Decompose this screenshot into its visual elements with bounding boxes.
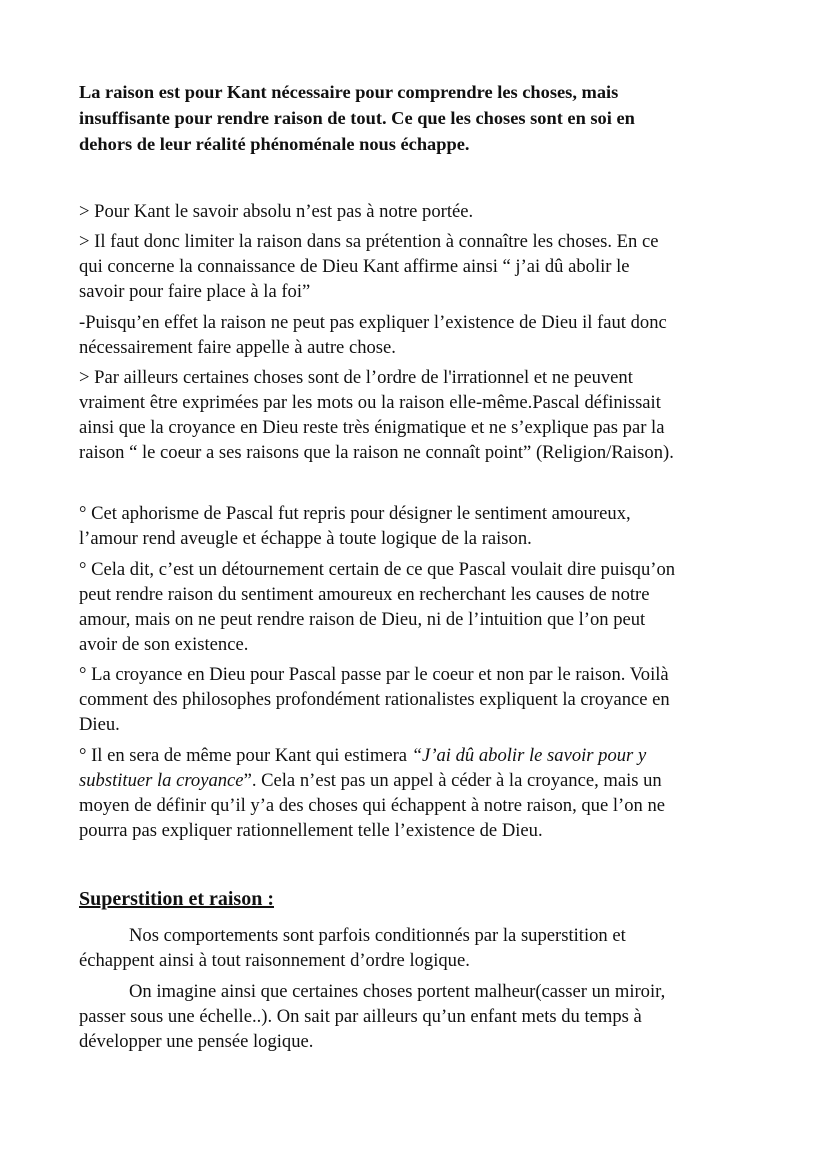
pascal-point-line: comment des philosophes profondément rationalistes expliquent la croyance en	[79, 689, 670, 710]
paragraph-line: passer sous une échelle..). On sait par ailleurs qu’un enfant mets du temps à	[79, 1006, 642, 1027]
paragraph-line: développer une pensée logique.	[79, 1031, 314, 1052]
pascal-point-line	[79, 744, 646, 768]
text-run: ”. Cela n’est pas un appel à céder à la croyance, mais un	[243, 770, 662, 791]
kant-point-line: -Puisqu’en effet la raison ne peut pas expliquer l’existence de Dieu il faut donc	[79, 312, 667, 333]
kant-quote: substituer la croyance	[79, 770, 244, 791]
paragraph-line: échappent ainsi à tout raisonnement d’ordre logique.	[79, 950, 470, 971]
intro-line: La raison est pour Kant nécessaire pour comprendre les choses, mais	[79, 82, 619, 102]
kant-point-line: > Par ailleurs certaines choses sont de l’ordre de l'irrationnel et ne peuvent	[79, 367, 633, 388]
pascal-point-line: ° Cela dit, c’est un détournement certain de ce que Pascal voulait dire puisqu’on	[79, 559, 676, 580]
pascal-point-line: avoir de son existence.	[79, 634, 249, 655]
pascal-point-line: Dieu.	[79, 714, 120, 735]
kant-point-line: ainsi que la croyance en Dieu reste très énigmatique et ne s’explique pas par la	[79, 417, 665, 438]
kant-point-line: qui concerne la connaissance de Dieu Kant affirme ainsi “ j’ai dû abolir le	[79, 256, 630, 277]
kant-point-line: > Il faut donc limiter la raison dans sa prétention à connaître les choses. En ce	[79, 231, 659, 252]
kant-point-line: savoir pour faire place à la foi”	[79, 281, 311, 302]
kant-point-line: nécessairement faire appelle à autre chose.	[79, 337, 396, 358]
pascal-point-line	[79, 769, 662, 793]
kant-point-line: vraiment être exprimées par les mots ou la raison elle-même.Pascal définissait	[79, 392, 661, 413]
intro-line: insuffisante pour rendre raison de tout. Ce que les choses sont en soi en	[79, 108, 635, 128]
section-heading: Superstition et raison :	[79, 888, 274, 910]
kant-point-line: raison “ le coeur a ses raisons que la raison ne connaît point” (Religion/Raison).	[79, 442, 674, 463]
paragraph-line: Nos comportements sont parfois conditionnés par la superstition et	[129, 925, 626, 946]
kant-point-line: > Pour Kant le savoir absolu n’est pas à notre portée.	[79, 201, 474, 222]
paragraph-line: On imagine ainsi que certaines choses portent malheur(casser un miroir,	[129, 981, 666, 1002]
kant-quote: “J’ai dû abolir le savoir pour y	[411, 745, 647, 766]
intro-line: dehors de leur réalité phénoménale nous échappe.	[79, 134, 470, 154]
pascal-point-line: moyen de définir qu’il y’a des choses qui échappent à notre raison, que l’on ne	[79, 795, 666, 816]
pascal-point-line: ° Cet aphorisme de Pascal fut repris pour désigner le sentiment amoureux,	[79, 503, 631, 524]
pascal-point-line: amour, mais on ne peut rendre raison de Dieu, ni de l’intuition que l’on peut	[79, 609, 646, 630]
pascal-point-line: ° La croyance en Dieu pour Pascal passe par le coeur et non par le raison. Voilà	[79, 664, 669, 685]
text-run: ° Il en sera de même pour Kant qui estimera	[79, 745, 412, 766]
pascal-point-line: peut rendre raison du sentiment amoureux en recherchant les causes de notre	[79, 584, 650, 605]
pascal-point-line: l’amour rend aveugle et échappe à toute logique de la raison.	[79, 528, 532, 549]
pascal-point-line: pourra pas expliquer rationnellement telle l’existence de Dieu.	[79, 820, 543, 841]
